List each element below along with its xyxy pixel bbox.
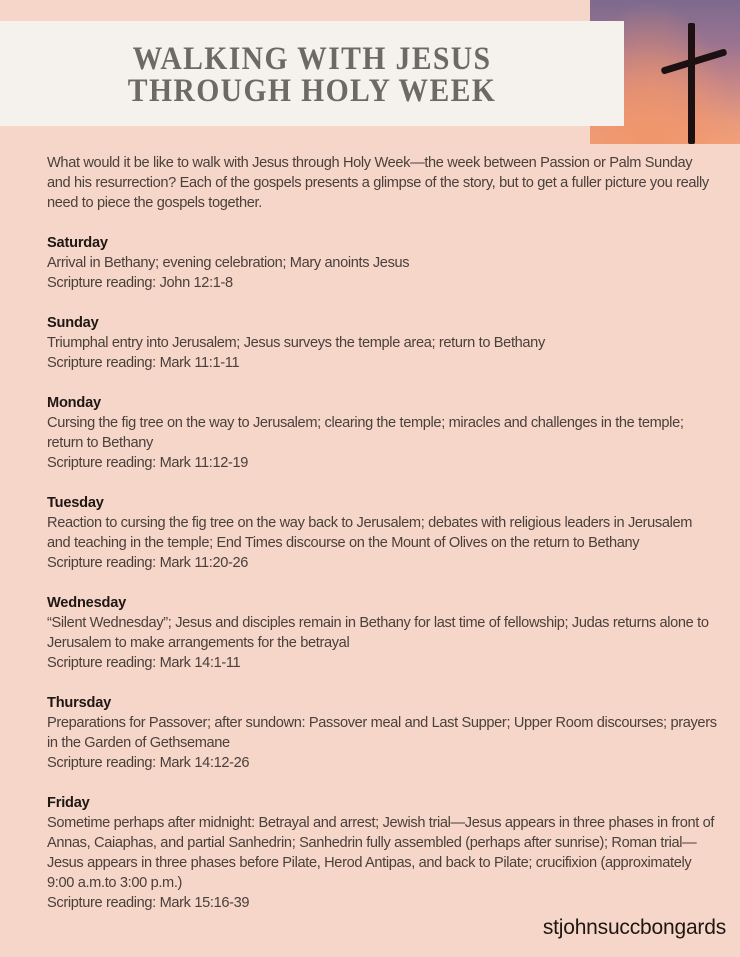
day-heading: Monday bbox=[47, 395, 101, 411]
scripture-reading: Scripture reading: Mark 11:12-19 bbox=[47, 455, 249, 471]
scripture-reading: Scripture reading: Mark 15:16-39 bbox=[47, 895, 250, 911]
title-line-1: WALKING WITH JESUS bbox=[132, 41, 492, 77]
day-heading: Friday bbox=[47, 795, 90, 811]
day-heading: Tuesday bbox=[47, 495, 104, 511]
intro-paragraph: What would it be like to walk with Jesus through Holy Week—the week between Passion or Palm Sunday and his resurrection? Each of the gospels presents a glimpse of the story, but to get a fuller picture you really need to piece the gospels together. bbox=[47, 155, 709, 211]
day-events: Cursing the fig tree on the way to Jerusalem; clearing the temple; miracles and challenges in the temple; return to Bethany bbox=[47, 415, 684, 451]
scripture-reading: Scripture reading: Mark 14:1-11 bbox=[47, 655, 241, 671]
scripture-reading: Scripture reading: Mark 11:20-26 bbox=[47, 555, 249, 571]
day-section-saturday bbox=[47, 233, 717, 293]
document-body bbox=[47, 153, 717, 933]
day-heading: Saturday bbox=[47, 235, 108, 251]
day-section-friday bbox=[47, 793, 717, 913]
scripture-reading: Scripture reading: John 12:1-8 bbox=[47, 275, 233, 291]
day-section-thursday bbox=[47, 693, 717, 773]
day-events: “Silent Wednesday”; Jesus and disciples remain in Bethany for last time of fellowship; Judas returns alone to Jerusalem to make arrangements for the betrayal bbox=[47, 615, 709, 651]
day-events: Preparations for Passover; after sundown: Passover meal and Last Supper; Upper Room discourses; prayers in the Garden of Gethsemane bbox=[47, 715, 717, 751]
title-banner bbox=[0, 21, 624, 126]
title-line-2: THROUGH HOLY WEEK bbox=[127, 73, 497, 109]
day-section-wednesday bbox=[47, 593, 717, 673]
day-heading: Thursday bbox=[47, 695, 112, 711]
day-events: Triumphal entry into Jerusalem; Jesus surveys the temple area; return to Bethany bbox=[47, 335, 545, 351]
day-section-sunday bbox=[47, 313, 717, 373]
scripture-reading: Scripture reading: Mark 14:12-26 bbox=[47, 755, 250, 771]
day-events: Arrival in Bethany; evening celebration; Mary anoints Jesus bbox=[47, 255, 410, 271]
day-heading: Sunday bbox=[47, 315, 99, 331]
day-events: Sometime perhaps after midnight: Betrayal and arrest; Jewish trial—Jesus appears in three phases in front of Annas, Caiaphas, and partial Sanhedrin; Sanhedrin fully assembled (perhaps after sunrise); Roman trial—Jesus appears in three phases before Pilate, Herod Antipas, and back to Pilate; crucifixion (approximately 9:00 a.m.to 3:00 p.m.) bbox=[47, 815, 715, 891]
day-section-tuesday bbox=[47, 493, 717, 573]
cross-icon bbox=[688, 23, 695, 144]
day-heading: Wednesday bbox=[47, 595, 127, 611]
day-events: Reaction to cursing the fig tree on the way back to Jerusalem; debates with religious leaders in Jerusalem and teaching in the temple; End Times discourse on the Mount of Olives on the return to Bethany bbox=[47, 515, 693, 551]
scripture-reading: Scripture reading: Mark 11:1-11 bbox=[47, 355, 240, 371]
day-section-monday bbox=[47, 393, 717, 473]
page-title bbox=[31, 43, 593, 107]
social-handle: stjohnsuccbongards bbox=[542, 916, 726, 939]
